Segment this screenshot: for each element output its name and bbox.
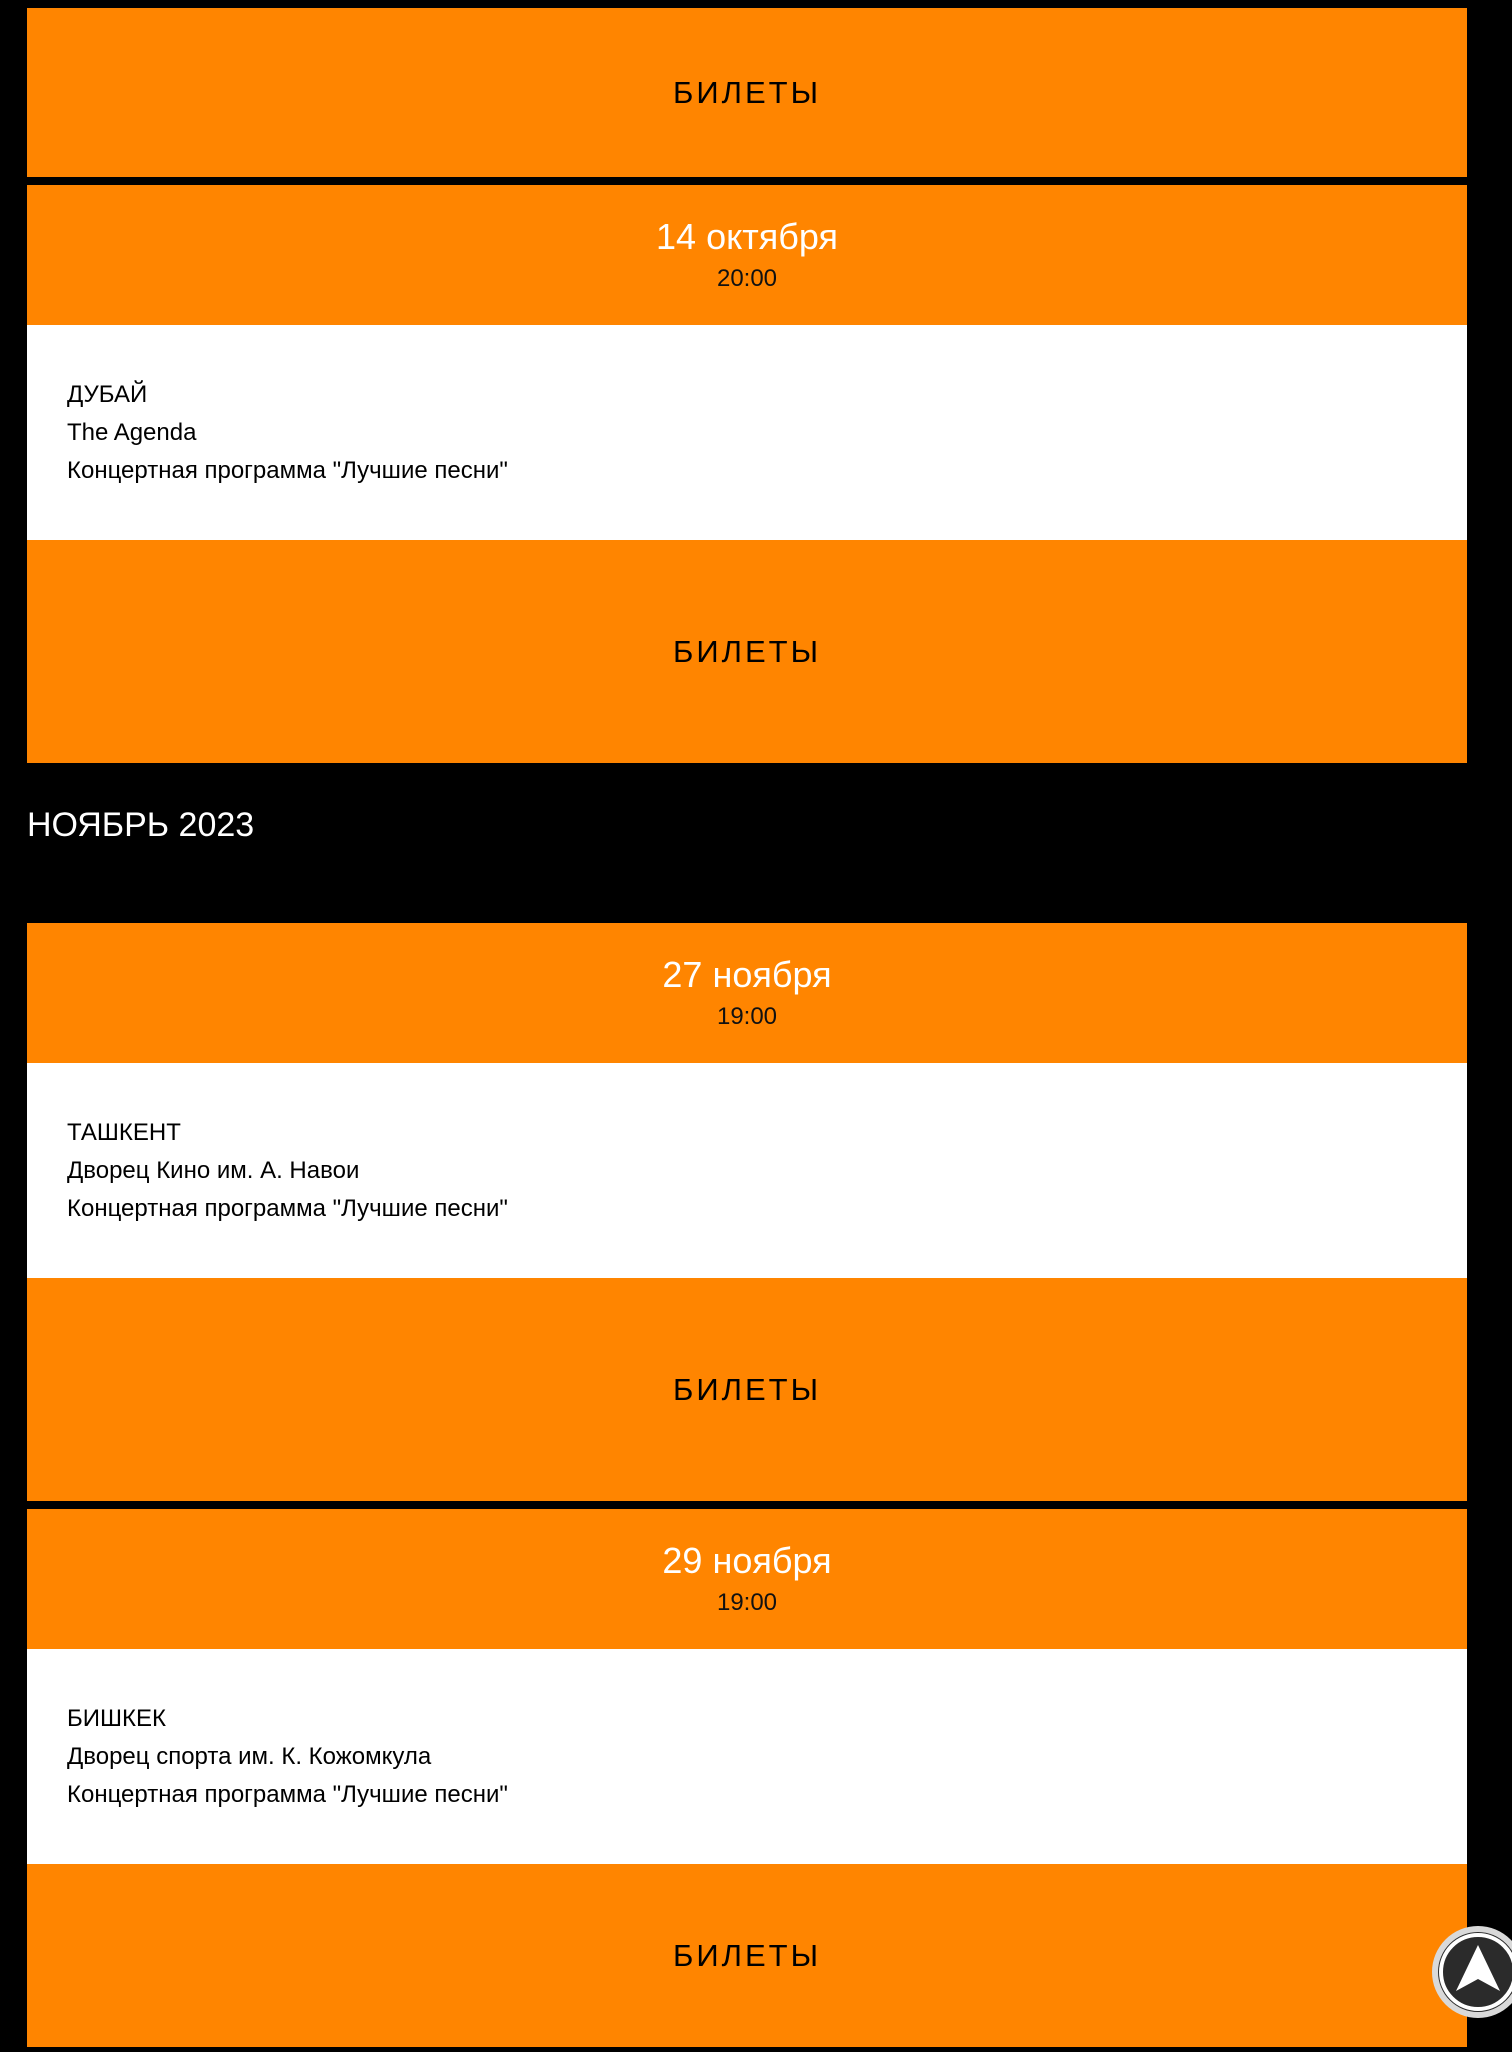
event-city: БИШКЕК (67, 1704, 166, 1732)
tickets-button[interactable]: БИЛЕТЫ (27, 1278, 1467, 1501)
event-info (27, 1649, 1467, 1864)
event-info (27, 325, 1467, 540)
event-time: 19:00 (716, 1003, 778, 1030)
event-date: 27 ноября (662, 954, 832, 995)
event-program: Концертная программа "Лучшие песни" (67, 1194, 508, 1222)
event-program: Концертная программа "Лучшие песни" (67, 456, 508, 484)
event-city: ДУБАЙ (67, 380, 148, 408)
event-time: 20:00 (716, 265, 778, 292)
event-venue: Дворец спорта им. К. Кожомкула (67, 1742, 432, 1770)
arrow-up-circle-icon (1418, 1925, 1512, 2047)
event-venue: Дворец Кино им. А. Навои (67, 1156, 360, 1184)
tickets-button[interactable]: БИЛЕТЫ (27, 540, 1467, 763)
event-venue: The Agenda (67, 418, 197, 446)
event-date-header (27, 923, 1467, 1063)
event-date: 14 октября (656, 216, 838, 257)
month-heading: НОЯБРЬ 2023 (27, 806, 255, 844)
tickets-button[interactable]: БИЛЕТЫ (27, 8, 1467, 177)
event-time: 19:00 (716, 1589, 778, 1616)
event-date: 29 ноября (662, 1540, 832, 1581)
event-info (27, 1063, 1467, 1278)
event-city: ТАШКЕНТ (67, 1118, 181, 1146)
scroll-to-top-button[interactable] (1418, 1925, 1512, 2047)
event-date-header (27, 185, 1467, 325)
event-program: Концертная программа "Лучшие песни" (67, 1780, 508, 1808)
event-date-header (27, 1509, 1467, 1649)
tickets-button[interactable]: БИЛЕТЫ (27, 1864, 1467, 2047)
